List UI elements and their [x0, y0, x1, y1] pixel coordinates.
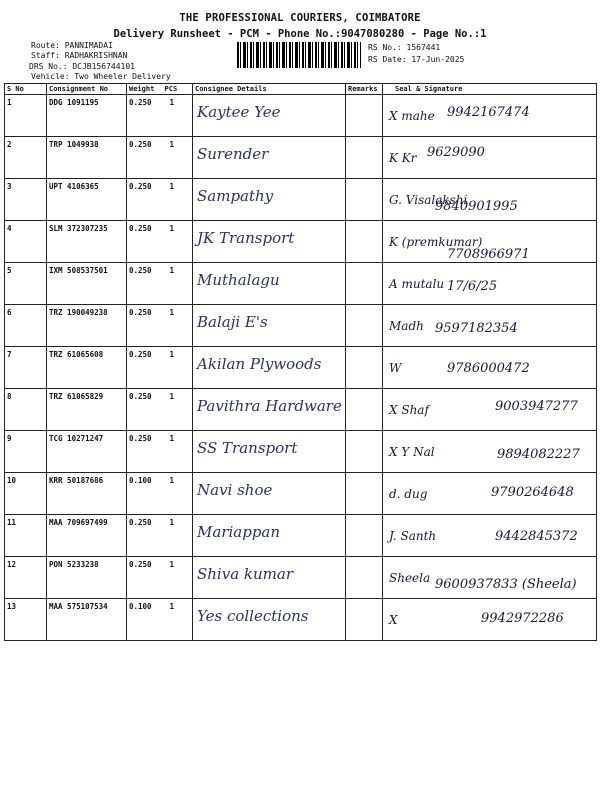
header-sno: S No — [5, 84, 47, 95]
consignment-number: MAA 575107534 — [49, 602, 108, 611]
weight-value: 0.250 — [129, 518, 152, 527]
consignee-handwriting: Surender — [197, 145, 269, 163]
consignment-number: TRZ 190049238 — [49, 308, 108, 317]
cell-sno — [5, 263, 47, 305]
signature-scrawl: Sheela — [389, 571, 431, 585]
pcs-value: 1 — [169, 392, 174, 401]
weight-value: 0.250 — [129, 350, 152, 359]
cell-remarks — [346, 263, 383, 305]
table-row — [5, 305, 597, 347]
signature-area — [387, 267, 594, 302]
signature-scrawl: K Kr — [389, 151, 417, 165]
cell-consignment — [47, 179, 127, 221]
cell-consignee — [193, 515, 346, 557]
cell-weight-pcs — [127, 389, 193, 431]
pcs-value: 1 — [169, 98, 174, 107]
consignee-handwriting: SS Transport — [197, 439, 298, 457]
cell-remarks — [346, 389, 383, 431]
signature-area — [387, 477, 594, 512]
weight-pcs-group — [127, 473, 192, 485]
pcs-value: 1 — [169, 140, 174, 149]
runsheet-table — [4, 83, 597, 641]
signature-area — [387, 393, 594, 428]
cell-seal-signature — [383, 137, 597, 179]
signature-scrawl: d. dug — [389, 487, 428, 501]
weight-value: 0.250 — [129, 182, 152, 191]
cell-sno — [5, 557, 47, 599]
weight-value: 0.100 — [129, 602, 152, 611]
table-row — [5, 95, 597, 137]
cell-consignee — [193, 557, 346, 599]
sno-text: 11 — [7, 518, 17, 527]
signature-phone: 9600937833 (Sheela) — [435, 577, 577, 592]
signature-scrawl: W — [389, 361, 402, 375]
signature-scrawl: J. Santh — [389, 529, 437, 543]
sno-text: 9 — [7, 434, 12, 443]
company-title: THE PROFESSIONAL COURIERS, COIMBATORE — [179, 12, 421, 24]
cell-seal-signature — [383, 557, 597, 599]
signature-scrawl: A mutalu — [389, 277, 445, 291]
consignment-number: TCG 10271247 — [49, 434, 104, 443]
weight-value: 0.250 — [129, 560, 152, 569]
cell-remarks — [346, 599, 383, 641]
signature-area — [387, 603, 594, 638]
cell-remarks — [346, 95, 383, 137]
consignee-handwriting: Pavithra Hardware — [197, 397, 342, 415]
cell-consignment — [47, 389, 127, 431]
pcs-value: 1 — [169, 266, 174, 275]
cell-consignment — [47, 599, 127, 641]
runsheet-subtitle: Delivery Runsheet - PCM - Phone No.:9047080280 - Page No.:1 — [113, 28, 487, 40]
weight-pcs-group — [127, 599, 192, 611]
rs-date: RS Date: 17-Jun-2025 — [368, 55, 465, 64]
header-remarks: Remarks — [346, 84, 383, 95]
cell-weight-pcs — [127, 263, 193, 305]
consignee-handwriting: Sampathy — [197, 187, 274, 205]
vehicle-label: Vehicle: Two Wheeler Delivery — [31, 72, 171, 81]
cell-seal-signature — [383, 179, 597, 221]
cell-consignee — [193, 221, 346, 263]
drs-number: DRS No.: DCJB156744101 — [29, 62, 135, 71]
consignment-number: UPT 4106365 — [49, 182, 99, 191]
cell-weight-pcs — [127, 137, 193, 179]
cell-sno — [5, 179, 47, 221]
signature-area — [387, 435, 594, 470]
consignment-number: TRZ 61065608 — [49, 350, 104, 359]
consignment-number: MAA 709697499 — [49, 518, 108, 527]
sno-text: 2 — [7, 140, 12, 149]
signature-area — [387, 351, 594, 386]
table-row — [5, 347, 597, 389]
signature-area — [387, 519, 594, 554]
pcs-value: 1 — [169, 518, 174, 527]
cell-consignment — [47, 263, 127, 305]
cell-remarks — [346, 557, 383, 599]
cell-sno — [5, 515, 47, 557]
cell-sno — [5, 599, 47, 641]
table-row — [5, 389, 597, 431]
sno-text: 7 — [7, 350, 12, 359]
cell-consignment — [47, 95, 127, 137]
cell-weight-pcs — [127, 95, 193, 137]
table-body — [5, 95, 597, 641]
cell-weight-pcs — [127, 557, 193, 599]
cell-consignee — [193, 263, 346, 305]
pcs-value: 1 — [169, 602, 174, 611]
cell-sno — [5, 389, 47, 431]
pcs-value: 1 — [169, 476, 174, 485]
consignment-number: IXM 508537501 — [49, 266, 108, 275]
cell-consignment — [47, 431, 127, 473]
weight-value: 0.250 — [129, 98, 152, 107]
cell-weight-pcs — [127, 473, 193, 515]
cell-sno — [5, 473, 47, 515]
staff-label: Staff: RADHAKRISHNAN — [31, 51, 128, 60]
table-row — [5, 221, 597, 263]
cell-remarks — [346, 221, 383, 263]
cell-seal-signature — [383, 305, 597, 347]
route-label: Route: PANNIMADAI — [31, 41, 113, 50]
cell-sno — [5, 95, 47, 137]
weight-pcs-group — [127, 431, 192, 443]
rs-number: RS No.: 1567441 — [368, 43, 441, 52]
cell-consignee — [193, 389, 346, 431]
pcs-value: 1 — [169, 224, 174, 233]
consignee-handwriting: Navi shoe — [197, 481, 273, 499]
sno-text: 4 — [7, 224, 12, 233]
consignee-handwriting: Muthalagu — [197, 271, 280, 289]
pcs-value: 1 — [169, 308, 174, 317]
consignment-number: DDG 1091195 — [49, 98, 99, 107]
sno-text: 12 — [7, 560, 17, 569]
cell-seal-signature — [383, 599, 597, 641]
cell-weight-pcs — [127, 179, 193, 221]
sno-text: 8 — [7, 392, 12, 401]
sno-text: 10 — [7, 476, 17, 485]
cell-weight-pcs — [127, 347, 193, 389]
cell-seal-signature — [383, 431, 597, 473]
cell-remarks — [346, 347, 383, 389]
table-row — [5, 137, 597, 179]
cell-consignee — [193, 179, 346, 221]
cell-remarks — [346, 473, 383, 515]
signature-phone: 9629090 — [427, 145, 485, 160]
weight-pcs-group — [127, 263, 192, 275]
signature-scrawl: X mahe — [389, 109, 435, 123]
table-row — [5, 263, 597, 305]
signature-phone: 9597182354 — [435, 321, 518, 336]
cell-sno — [5, 305, 47, 347]
weight-value: 0.250 — [129, 392, 152, 401]
weight-pcs-group — [127, 557, 192, 569]
header-consignment: Consignment No — [47, 84, 127, 95]
consignment-number: PON 5233238 — [49, 560, 99, 569]
cell-consignment — [47, 305, 127, 347]
cell-consignment — [47, 221, 127, 263]
sno-text: 13 — [7, 602, 17, 611]
pcs-value: 1 — [169, 434, 174, 443]
weight-value: 0.100 — [129, 476, 152, 485]
cell-consignment — [47, 137, 127, 179]
cell-remarks — [346, 515, 383, 557]
weight-value: 0.250 — [129, 266, 152, 275]
table-row — [5, 179, 597, 221]
signature-scrawl: X Shaf — [389, 403, 429, 417]
cell-seal-signature — [383, 515, 597, 557]
cell-consignee — [193, 95, 346, 137]
cell-remarks — [346, 137, 383, 179]
signature-phone: 9840901995 — [435, 199, 518, 214]
signature-phone: 17/6/25 — [447, 279, 498, 294]
cell-sno — [5, 221, 47, 263]
cell-consignee — [193, 599, 346, 641]
consignment-number: SLM 372307235 — [49, 224, 108, 233]
cell-seal-signature — [383, 389, 597, 431]
signature-scrawl: G. Visalakshi — [389, 193, 468, 207]
table-row — [5, 473, 597, 515]
cell-consignment — [47, 515, 127, 557]
signature-area — [387, 99, 594, 134]
table-row — [5, 599, 597, 641]
consignee-handwriting: JK Transport — [197, 229, 295, 247]
header-weight: Weight — [129, 85, 155, 93]
header-pcs: PCS — [164, 85, 178, 93]
table-row — [5, 515, 597, 557]
header-seal: Seal & Signature — [383, 84, 597, 95]
header-consignee: Consignee Details — [193, 84, 346, 95]
barcode — [237, 42, 361, 68]
signature-scrawl: X — [389, 613, 398, 627]
pcs-value: 1 — [169, 182, 174, 191]
cell-seal-signature — [383, 347, 597, 389]
cell-consignee — [193, 431, 346, 473]
cell-remarks — [346, 431, 383, 473]
weight-pcs-group — [127, 389, 192, 401]
pcs-value: 1 — [169, 560, 174, 569]
table-row — [5, 557, 597, 599]
cell-consignment — [47, 557, 127, 599]
sno-text: 1 — [7, 98, 12, 107]
signature-phone: 7708966971 — [447, 247, 530, 262]
signature-phone: 9786000472 — [447, 361, 530, 376]
signature-scrawl: Madh — [389, 319, 424, 333]
cell-consignee — [193, 305, 346, 347]
consignment-number: KRR 50187686 — [49, 476, 104, 485]
cell-seal-signature — [383, 95, 597, 137]
cell-sno — [5, 431, 47, 473]
signature-phone: 9942972286 — [481, 611, 564, 626]
weight-value: 0.250 — [129, 140, 152, 149]
signature-phone: 9894082227 — [497, 447, 580, 462]
signature-phone: 9790264648 — [491, 485, 574, 500]
cell-consignment — [47, 473, 127, 515]
cell-weight-pcs — [127, 431, 193, 473]
cell-remarks — [346, 179, 383, 221]
sno-text: 5 — [7, 266, 12, 275]
cell-seal-signature — [383, 221, 597, 263]
table-row — [5, 431, 597, 473]
sno-text: 3 — [7, 182, 12, 191]
cell-seal-signature — [383, 473, 597, 515]
weight-pcs-group — [127, 95, 192, 107]
cell-seal-signature — [383, 263, 597, 305]
cell-remarks — [346, 305, 383, 347]
signature-scrawl: X Y Nal — [389, 445, 435, 459]
sno-text: 6 — [7, 308, 12, 317]
weight-pcs-group — [127, 137, 192, 149]
weight-value: 0.250 — [129, 434, 152, 443]
cell-consignee — [193, 137, 346, 179]
signature-area — [387, 309, 594, 344]
consignee-handwriting: Balaji E's — [197, 313, 268, 331]
consignee-handwriting: Yes collections — [197, 607, 309, 625]
consignee-handwriting: Shiva kumar — [197, 565, 294, 583]
cell-weight-pcs — [127, 221, 193, 263]
consignee-handwriting: Akilan Plywoods — [197, 355, 322, 373]
signature-area — [387, 225, 594, 260]
signature-phone: 9003947277 — [495, 399, 578, 414]
weight-value: 0.250 — [129, 224, 152, 233]
cell-sno — [5, 347, 47, 389]
signature-area — [387, 141, 594, 176]
cell-consignee — [193, 347, 346, 389]
signature-phone: 9442845372 — [495, 529, 578, 544]
weight-pcs-group — [127, 305, 192, 317]
weight-value: 0.250 — [129, 308, 152, 317]
cell-weight-pcs — [127, 599, 193, 641]
consignment-number: TRP 1049938 — [49, 140, 99, 149]
signature-area — [387, 183, 594, 218]
signature-phone: 9942167474 — [447, 105, 530, 120]
consignee-handwriting: Kaytee Yee — [197, 103, 281, 121]
cell-consignment — [47, 347, 127, 389]
weight-pcs-group — [127, 179, 192, 191]
signature-area — [387, 561, 594, 596]
cell-consignee — [193, 473, 346, 515]
consignee-handwriting: Mariappan — [197, 523, 281, 541]
weight-pcs-group — [127, 221, 192, 233]
weight-pcs-group — [127, 347, 192, 359]
weight-pcs-group — [127, 515, 192, 527]
cell-weight-pcs — [127, 515, 193, 557]
pcs-value: 1 — [169, 350, 174, 359]
consignment-number: TRZ 61065829 — [49, 392, 104, 401]
header-weight-pcs — [127, 84, 193, 95]
cell-sno — [5, 137, 47, 179]
signature-scrawl: K (premkumar) — [389, 235, 483, 249]
cell-weight-pcs — [127, 305, 193, 347]
